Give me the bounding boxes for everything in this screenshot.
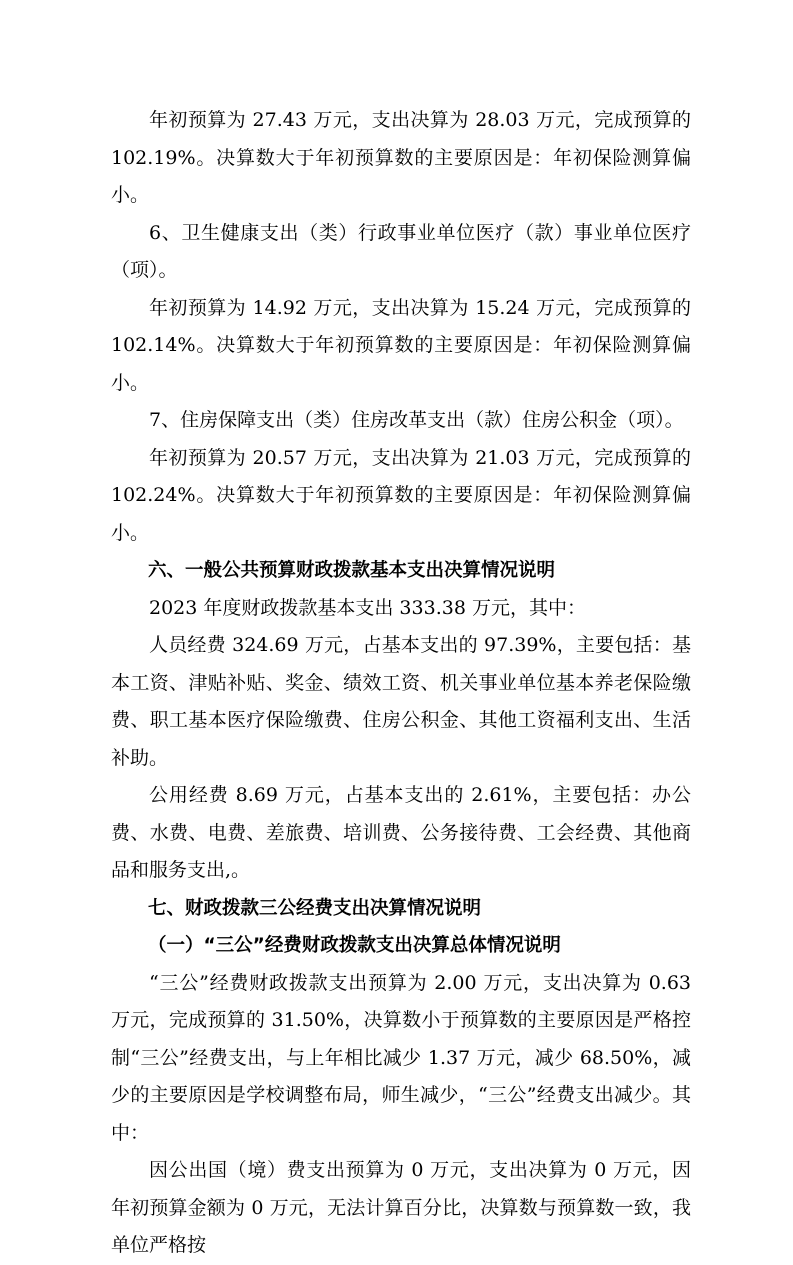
paragraph-overseas-travel: 因公出国（境）费支出预算为 0 万元，支出决算为 0 万元，因年初预算金额为 0 万元，无法计算百分比，决算数与预算数一致，我单位严格按 [111,1159,691,1256]
paragraph-item-6-title: 6、卫生健康支出（类）行政事业单位医疗（款）事业单位医疗（项）。 [111,221,691,281]
paragraph-budget-medical: 年初预算为 14.92 万元，支出决算为 15.24 万元，完成预算的 102.14%。决算数大于年初预算数的主要原因是：年初保险测算偏小。 [111,296,691,394]
paragraph-basic-expenditure-total: 2023 年度财政拨款基本支出 333.38 万元，其中： [149,596,586,619]
paragraph-item-7-title: 7、住房保障支出（类）住房改革支出（款）住房公积金（项）。 [149,409,684,431]
document-body [111,102,691,1265]
paragraph-personnel-expenses: 人员经费 324.69 万元，占基本支出的 97.39%，主要包括：基本工资、津贴补贴、奖金、绩效工资、机关事业单位基本养老保险缴费、职工基本医疗保险缴费、住房公积金、其他工资福利支出、生活补助。 [111,634,691,769]
paragraph-budget-housing: 年初预算为 20.57 万元，支出决算为 21.03 万元，完成预算的 102.24%。决算数大于年初预算数的主要原因是：年初保险测算偏小。 [111,446,691,544]
section-heading-7: 七、财政拨款三公经费支出决算情况说明 [148,897,482,919]
paragraph-three-public-summary: “三公”经费财政拨款支出预算为 2.00 万元，支出决算为 0.63 万元，完成预算的 31.50%，决算数小于预算数的主要原因是严格控制“三公”经费支出，与上年相比减少 1.37 万元，减少 68.50%，减少的主要原因是学校调整布局，师生减少，“三公”经费支出减少。其中： [111,971,691,1144]
paragraph-budget-insurance: 年初预算为 27.43 万元，支出决算为 28.03 万元，完成预算的 102.19%。决算数大于年初预算数的主要原因是：年初保险测算偏小。 [111,109,691,206]
subsection-heading-7-1: （一）“三公”经费财政拨款支出决算总体情况说明 [148,935,561,956]
section-heading-6: 六、一般公共预算财政拨款基本支出决算情况说明 [148,560,556,581]
paragraph-public-expenses: 公用经费 8.69 万元，占基本支出的 2.61%，主要包括：办公费、水费、电费、差旅费、培训费、公务接待费、工会经费、其他商品和服务支出,。 [111,784,691,881]
